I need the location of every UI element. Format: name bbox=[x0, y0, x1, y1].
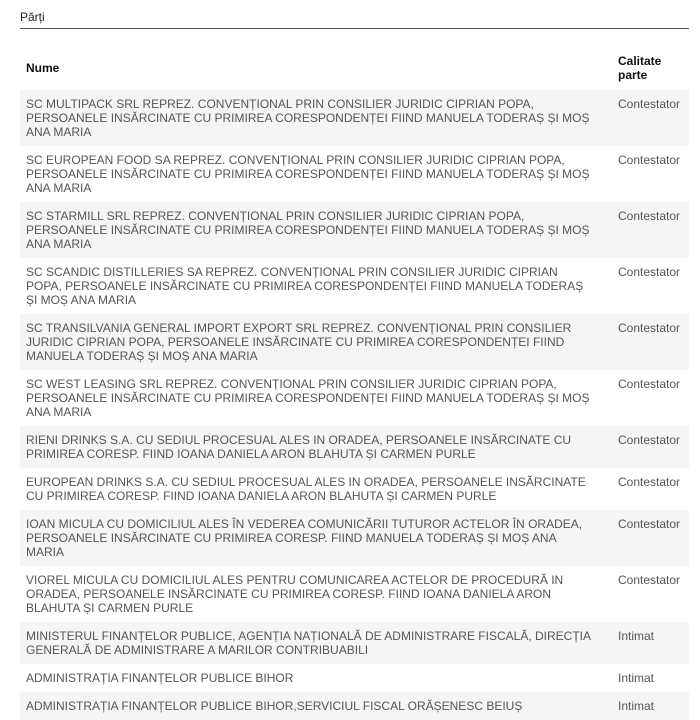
table-row bbox=[20, 258, 689, 314]
table-row bbox=[20, 566, 689, 622]
party-role: Contestator bbox=[612, 90, 689, 146]
party-role: Intimat bbox=[612, 664, 689, 692]
party-name: EUROPEAN DRINKS S.A. CU SEDIUL PROCESUAL ALES IN ORADEA, PERSOANELE INSĂRCINATE CU PRIMIREA CORESP. FIIND IOANA DANIELA ARON BLAHUTA ȘI CARMEN PURLE bbox=[20, 468, 612, 510]
table-row bbox=[20, 146, 689, 202]
column-header-name: Nume bbox=[26, 61, 60, 75]
party-role: Contestator bbox=[612, 510, 689, 566]
party-role: Contestator bbox=[612, 146, 689, 202]
table-row bbox=[20, 202, 689, 258]
table-row bbox=[20, 314, 689, 370]
party-name: SC STARMILL SRL REPREZ. CONVENȚIONAL PRIN CONSILIER JURIDIC CIPRIAN POPA, PERSOANELE INSĂRCINATE CU PRIMIREA CORESPONDENȚEI FIIND MANUELA TODERAȘ ȘI MOȘ ANA MARIA bbox=[20, 202, 612, 258]
table-row bbox=[20, 692, 689, 720]
party-role: Contestator bbox=[612, 566, 689, 622]
party-name: SC MULTIPACK SRL REPREZ. CONVENȚIONAL PRIN CONSILIER JURIDIC CIPRIAN POPA, PERSOANELE INSĂRCINATE CU PRIMIREA CORESPONDENȚEI FIIND MANUELA TODERAȘ ȘI MOȘ ANA MARIA bbox=[20, 90, 612, 146]
party-role: Contestator bbox=[612, 314, 689, 370]
party-name: SC TRANSILVANIA GENERAL IMPORT EXPORT SRL REPREZ. CONVENȚIONAL PRIN CONSILIER JURIDIC CIPRIAN POPA, PERSOANELE INSĂRCINATE CU PRIMIREA CORESPONDENȚEI FIIND MANUELA TODERAȘ ȘI MOȘ ANA MARIA bbox=[20, 314, 612, 370]
parties-table bbox=[20, 46, 689, 720]
party-name: RIENI DRINKS S.A. CU SEDIUL PROCESUAL ALES IN ORADEA, PERSOANELE INSĂRCINATE CU PRIMIREA CORESP. FIIND IOANA DANIELA ARON BLAHUTA ȘI CARMEN PURLE bbox=[20, 426, 612, 468]
party-name: ADMINISTRAȚIA FINANȚELOR PUBLICE BIHOR bbox=[20, 664, 612, 692]
section-divider bbox=[20, 28, 689, 29]
party-role: Contestator bbox=[612, 258, 689, 314]
table-row bbox=[20, 426, 689, 468]
party-name: VIOREL MICULA CU DOMICILIUL ALES PENTRU COMUNICAREA ACTELOR DE PROCEDURĂ IN ORADEA, PERSOANELE INSĂRCINATE CU PRIMIREA CORESP. FIIND IOANA DANIELA ARON BLAHUTA ȘI CARMEN PURLE bbox=[20, 566, 612, 622]
party-role: Intimat bbox=[612, 622, 689, 664]
party-name: SC SCANDIC DISTILLERIES SA REPREZ. CONVENȚIONAL PRIN CONSILIER JURIDIC CIPRIAN POPA, PERSOANELE INSĂRCINATE CU PRIMIREA CORESPONDENȚEI FIIND MANUELA TODERAȘ ȘI MOȘ ANA MARIA bbox=[20, 258, 612, 314]
party-name: IOAN MICULA CU DOMICILIUL ALES ÎN VEDEREA COMUNICĂRII TUTUROR ACTELOR ÎN ORADEA, PERSOANELE INSĂRCINATE CU PRIMIREA CORESP. FIIND MANUELA TODERAȘ ȘI MOȘ ANA MARIA bbox=[20, 510, 612, 566]
party-role: Contestator bbox=[612, 370, 689, 426]
table-row bbox=[20, 664, 689, 692]
party-name: MINISTERUL FINANȚELOR PUBLICE, AGENȚIA NAȚIONALĂ DE ADMINISTRARE FISCALĂ, DIRECȚIA GENERALĂ DE ADMINISTRARE A MARILOR CONTRIBUABILI bbox=[20, 622, 612, 664]
table-row bbox=[20, 510, 689, 566]
table-row bbox=[20, 370, 689, 426]
section-title: Părți bbox=[20, 10, 45, 24]
table-row bbox=[20, 622, 689, 664]
party-role: Intimat bbox=[612, 692, 689, 720]
table-header-row bbox=[20, 46, 689, 90]
party-role: Contestator bbox=[612, 426, 689, 468]
party-name: SC WEST LEASING SRL REPREZ. CONVENȚIONAL PRIN CONSILIER JURIDIC CIPRIAN POPA, PERSOANELE INSĂRCINATE CU PRIMIREA CORESPONDENȚEI FIIND MANUELA TODERAȘ ȘI MOȘ ANA MARIA bbox=[20, 370, 612, 426]
column-header-role: Calitate parte bbox=[618, 54, 662, 82]
table-row bbox=[20, 90, 689, 146]
party-name: SC EUROPEAN FOOD SA REPREZ. CONVENȚIONAL PRIN CONSILIER JURIDIC CIPRIAN POPA, PERSOANELE INSĂRCINATE CU PRIMIREA CORESPONDENȚEI FIIND MANUELA TODERAȘ ȘI MOȘ ANA MARIA bbox=[20, 146, 612, 202]
table-row bbox=[20, 468, 689, 510]
party-name: ADMINISTRAȚIA FINANȚELOR PUBLICE BIHOR,SERVICIUL FISCAL ORĂȘENESC BEIUȘ bbox=[20, 692, 612, 720]
party-role: Contestator bbox=[612, 202, 689, 258]
party-role: Contestator bbox=[612, 468, 689, 510]
